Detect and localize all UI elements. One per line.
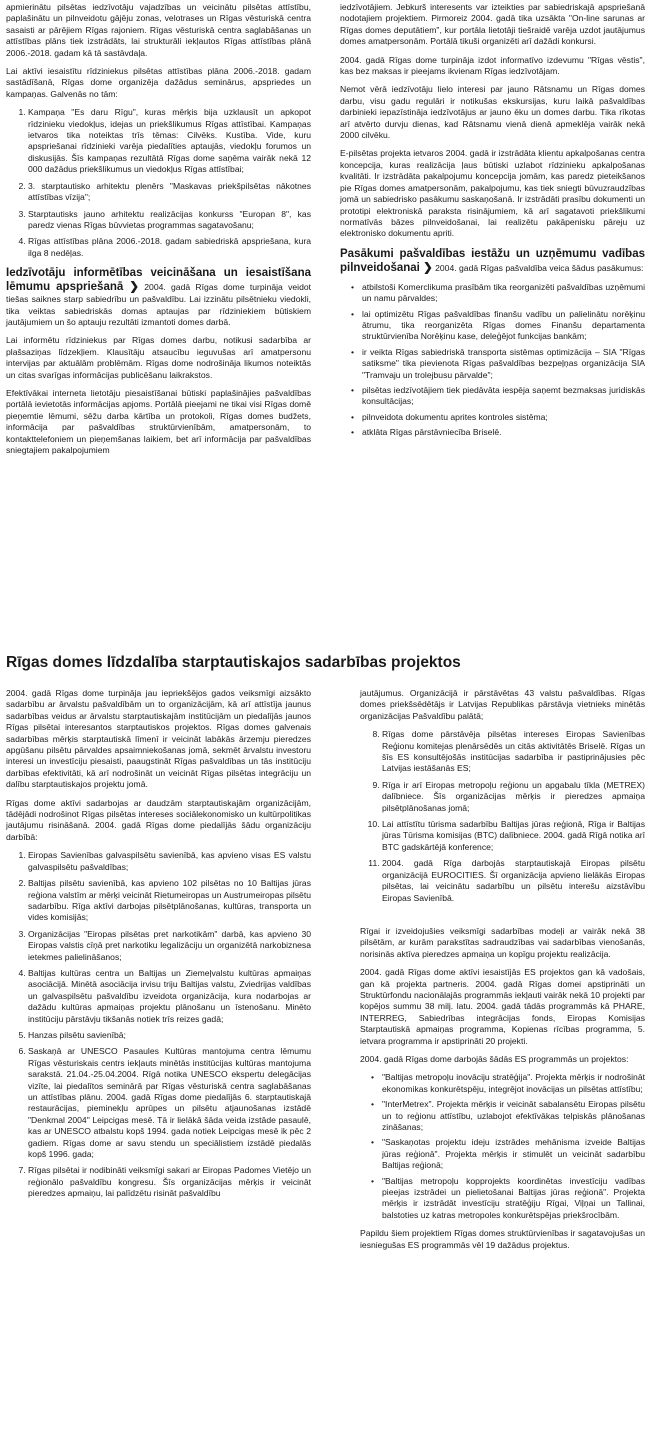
paragraph: jautājumus. Organizācijā ir pārstāvētas 43 valstu pašvaldības. Rīgas domes priekšsēdētājs ir Latvijas Republikas pārstāvja vietnieks minētās organizācijas Pašvaldību palātā; bbox=[360, 688, 645, 721]
paragraph: Lai aktīvi iesaistītu rīdziniekus pilsētas attīstības plāna 2006.-2018. gadam sastādīšanā, Rīgas dome organizēja dažādus seminārus, apspriedes un kampaņas. Galvenās no tām: bbox=[6, 66, 311, 99]
subsection-paragraph bbox=[6, 266, 311, 328]
list-item: • pilnveidota dokumentu aprites kontroles sistēma; bbox=[362, 412, 645, 423]
paragraph: Papildu šiem projektiem Rīgas domes struktūrvienības ir sagatavojušas un iesniegušas ES programmās vēl 19 dažādus projektus. bbox=[360, 1228, 645, 1250]
organizations-list-continued bbox=[360, 729, 645, 904]
list-item: • ir veikta Rīgas sabiedriskā transporta sistēmas optimizācija – SIA "Rīgas satiksme" tika pievienota Rīgas pašvaldības bezpeļņas organizācija SIA "Tramvaju un trolejbusu pārvalde"; bbox=[362, 347, 645, 381]
section-heading: Rīgas domes līdzdalība starptautiskajos sadarbības projektos bbox=[6, 654, 461, 671]
top-left-column bbox=[6, 2, 311, 463]
eu-projects-list bbox=[360, 1072, 645, 1221]
paragraph: Nemot vērā iedzīvotāju lielo interesi par jauno Rātsnamu un Rīgas domes darbu, visu gadu regulāri ir notikušas ekskursijas, kuru laikā pašvaldības darbinieki iepazīstināja iedzīvotājus ar jauno ēku un domes darbu. Tika rīkotas arī atvērto durvju dienas, kad Rātsnamu vienā dienā apmeklēja vairāk nekā 2000 cilvēku. bbox=[340, 84, 645, 141]
list-item: 6. Saskaņā ar UNESCO Pasaules Kultūras mantojuma centra lēmumu Rīgas vēsturiskais centrs iekļauts minētās institūcijas kultūras mantojuma sarakstā. 21.04.-25.04.2004. Rīgā notika UNESCO ekspertu delegācijas vizīte, lai piedalītos seminārā par Rīgas vēsturiskā centra saglabāšanas un attīstības plānu. 2004. gadā Rīgas dome piedalījās 6. starptautiskajā restaurācijas, pieminekļu aprūpes un pilsētu atjaunošanas izstādē "Denkmal 2004" Leipcigas mesē. Tā ir lielākā šāda veida izstāde pasaulē, kas ar UNESCO atbalstu kopš 1994. gada notiek Leipcigas mesē ik pēc 2 gadiem. Rīgas dome ar savu stendu un speciālistiem izstādē piedalās kopš 1996. gada; bbox=[28, 1046, 311, 1160]
subsection-text: 2004. gadā Rīgas pašvaldība veica šādus pasākumus: bbox=[435, 262, 644, 273]
arrow-icon: ❯ bbox=[423, 261, 433, 274]
paragraph: Efektīvākai interneta lietotāju piesaistīšanai būtiski paplašinājies pašvaldības portālā ievietotās informācijas apjoms. Portālā pieejami ne tikai visi Rīgas domē pieņemtie lēmumi, sēžu darba kārtība un protokoli, Rīgas domes budžets, informācija par pašvaldības struktūrvienībām, amatpersonām, to kontakttelefoniem un pieņemšanas laikiem, bet arī informācija par pašvaldības sniegtajiem pakalpojumiem bbox=[6, 387, 311, 455]
list-item: 1. Eiropas Savienības galvaspilsētu savienībā, kas apvieno visas ES valstu galvaspilsētu pašvaldības; bbox=[28, 850, 311, 873]
list-item: 4. Baltijas kultūras centra un Baltijas un Ziemeļvalstu kultūras apmaiņas asociācijā. Minētā asociācija irvisu triju Baltijas valstu, Zviedrijas valdības un galvaspilsētu pašvaldību izveidota organizācija, kura nodarbojas ar dažādu kultūras apmaiņas projektu plānošanu un īstenošanu. Minēto institūciju pārstāvju tikšanās notiek trīs reizes gadā; bbox=[28, 968, 311, 1025]
paragraph: apmierinātu pilsētas iedzīvotāju vajadzības un veicinātu pilsētas attīstību, paplašinātu un pilnveidotu gājēju zonas, velotrases un Rīgas vēsturiskā centra sasaisti ar pārējiem Rīgas rajoniem. Rīgas vēsturiskā centra saglabāšanas un attīstības plāns tiek izstrādāts, lai strukturāli iekļautos Rīgas attīstības plānā 2006.-2018. gadam kā tā sastāvdaļa. bbox=[6, 2, 311, 58]
paragraph: Lai informētu rīdziniekus par Rīgas domes darbu, notikusi sadarbība ar plašsaziņas līdzekļiem. Klausītāju atsaucību ieguvušas arī amatpersonu intervijas par aktuālām problēmām. Rīgas dome nodrošināja likumos noteiktās un citas svarīgas informācijas publicēšanu laikrakstos. bbox=[6, 335, 311, 380]
organizations-list bbox=[6, 850, 311, 1199]
subsection-text: 2004. gadā Rīgas dome turpināja veidot tiešas saiknes starp sabiedrību un pašvaldību. Lai izzinātu pilsētnieku viedokli, tika veiktas sabiedriskās domas aptaujas par rīdziniekiem būtiskiem jautājumiem un šo aptauju rezultāti izmantoti domes darbā. bbox=[6, 282, 312, 327]
list-item: 2. 3. starptautisko arhitektu plenērs "Maskavas priekšpilsētas nākotnes attīstības vīzija"; bbox=[28, 181, 311, 204]
paragraph: 2004. gadā Rīgas dome darbojās šādās ES programmās un projektos: bbox=[360, 1053, 629, 1064]
list-item: • "Baltijas metropoļu inovāciju stratēģija". Projekta mērķis ir nodrošināt ekonomikas konkurētspēju, integrējot inovācijas un pilsētas attīstību; bbox=[382, 1072, 645, 1095]
paragraph: 2004. gadā Rīgas dome turpināja jau iepriekšējos gados veiksmīgi aizsākto sadarbību ar ārvalstu pašvaldībām un to organizācijām, kā arī attīstīja jaunus sadarbības veidus ar ārvalstu starptautiskajām institūcijām un piedalījās jaunos Rīgas pilsētai interesantos starptautiskos projektos. Rīgas domes galvenais sadarbības mērķis starptautiskā līmenī ir veicināt labākās ārzemju pieredzes apgūšanu pilsētu pārvaldes apsaimniekošanas jomā, sekmēt ārvalstu investoru interesi un investīciju piesaisti, paaugstināt Rīgas pašvaldības un tās institūciju darbības efektivitāti, kā arī nodrošināt un veicināt Rīgas pilsētas integrāciju un dalību starptautiskajos projektu jomā. bbox=[6, 688, 311, 790]
paragraph: 2004. gadā Rīgas dome aktīvi iesaistījās ES projektos gan kā vadošais, gan kā projekta partneris. 2004. gadā Rīgas domei apstiprināti un Struktūrfondu nacionālajās programmās iekļauti vairāk nekā 10 projekti par kopējos summu 38 milj. latu. 2004. gadā tādās programmās kā PHARE, INTERREG, Sabiedrības integrācijas fonds, Eiropas Komisijas Starptautiskā apmaiņas programma, Kopienas rīcības programma, 5. ietvara programma ir apstiprināti 20 projekti. bbox=[360, 967, 645, 1046]
list-item: 2. Baltijas pilsētu savienībā, kas apvieno 102 pilsētas no 10 Baltijas jūras reģiona valstīm ar mērķi veicināt Rietumeiropas un Austrumeiropas pilsētu sadarbību. Rīga aktīvi darbojas pilsētplānošanas, kultūras, transporta un vides komisijās; bbox=[28, 878, 311, 924]
arrow-icon: ❯ bbox=[129, 281, 139, 294]
list-item: 4. Rīgas attīstības plāna 2006.-2018. gadam sabiedriskā apspriešana, kura ilga 8 nedēļas. bbox=[28, 236, 311, 259]
list-item: • pilsētas iedzīvotājiem tiek piedāvāta iespēja saņemt bezmaksas juridiskās konsultācijas; bbox=[362, 385, 645, 408]
top-right-column bbox=[340, 2, 645, 446]
list-item: • lai optimizētu Rīgas pašvaldības finanšu vadību un palielinātu norēķinu ātrumu, tika reorganizēta Rīgas domes Finanšu departamenta struktūrvienība Norēķinu kase, deleģējot funkcijas bankām; bbox=[362, 309, 645, 343]
paragraph: Rīgai ir izveidojušies veiksmīgi sadarbības modeļi ar vairāk nekā 38 pilsētām, ar kurām parakstītas sadraudzības vai sadarbības vienošanās, norisinās aktīva pieredzes apmaiņa un kopīgu projektu realizācija. bbox=[360, 925, 645, 959]
subsection-heading: Iedzīvotāju informētības veicināšana un iesaistīšana lēmumu apspriešanā ❯ bbox=[6, 267, 311, 294]
list-item: 3. Starptautisks jauno arhitektu realizācijas konkurss "Europan 8", kas paredz vienas Rīgas būvvietas programmas sagatavošanu; bbox=[28, 209, 311, 232]
subsection-paragraph bbox=[340, 247, 645, 275]
list-item: • "Saskaņotas projektu ideju izstrādes mehānisma izveide Baltijas jūras reģionā". Projekta mērķis ir stimulēt un veicināt sadarbību Baltijas reģionā; bbox=[382, 1137, 645, 1171]
list-item: 8. Rīgas dome pārstāvēja pilsētas intereses Eiropas Savienības Reģionu komitejas plenārsēdēs un citās aktivitātēs Briselē. Rīgas un šīs ES konsultējošās institūcijas sadarbība ir pastiprinājusies pēc Latvijas iestāšanās ES; bbox=[382, 729, 645, 775]
bottom-left-column bbox=[6, 688, 311, 1207]
list-item: 7. Rīgas pilsētai ir nodibināti veiksmīgi sakari ar Eiropas Padomes Vietējo un reģionālo pašvaldību kongresu. Šīs organizācijas mērķis ir veicināt pieredzes apmaiņu, lai palīdzētu risināt pašvaldību bbox=[28, 1165, 311, 1199]
bottom-right-column bbox=[360, 688, 645, 1258]
paragraph: E-pilsētas projekta ietvaros 2004. gadā ir izstrādāta klientu apkalpošanas centra koncepcija, kuras realizācija ļaus būtiski uzlabot rīdzinieku apkalpošanas kvalitāti. Ir izstrādāta pakalpojumu koncepcija jomām, kas paredz pieteikšanos pie Rīgas domes amatpersonām, pakalpojumu, kas tiek sniegti būvuzraudzības jomā un sabiedrisko pasākumu saskaņošanā. Ir izstrādāti prasību dokumenti un prototipi elektroniskā paraksta risinājumiem, kā arī sagatavoti priekšlikumi normatīvās bāzes pilnveidošanai, lai realizētu pakāpenisku pāreju uz elektronisko dokumentu apriti. bbox=[340, 148, 645, 239]
list-item: • "Baltijas metropoļu kopprojekts koordinētas investīciju vadības pieejas izstrādei un pielietošanai Baltijas jūras reģionā". Projekta mērķis ir izstrādāt investīciju stratēģiju Rīgai, Viļņai un Tallinai, balstoties uz katras metropoles konkurētspējas priekšrocībām. bbox=[382, 1176, 645, 1222]
list-item: • atbilstoši Komerclikuma prasībām tika reorganizēti pašvaldības uzņēmumi un namu pārvaldes; bbox=[362, 282, 645, 305]
list-item: 1. Kampaņa "Es daru Rīgu", kuras mērķis bija uzklausīt un apkopot rīdzinieku viedokļus, idejas un priekšlikumus Rīgas attīstībai. Kampaņas ietvaros tika noteiktas trīs tēmas: Cilvēks. Kustība. Vide, kuru apspriešanai rīdzinieki varēja piedalīties aptaujās, viedokļu forumos un diskusijās. Šīs kampaņas rezultātā Rīgas dome saņēma vairāk nekā 12 000 dažādus priekšlikumus un viedokļus Rīgas attīstībai; bbox=[28, 107, 311, 175]
paragraph: iedzīvotājiem. Jebkurš interesents var izteikties par sabiedriskajā apspriešanā nodotajiem projektiem. Pirmoreiz 2004. gadā tika uzsākta "On-line sarunas ar Rīgas domes deputātiem", kur portāla lietotāji tiešraidē varēja uzdot jautājumus domes amatpersonām. Portālā tikuši organizēti arī dažādi konkursi. bbox=[340, 2, 645, 47]
list-item: 5. Hanzas pilsētu savienībā; bbox=[28, 1030, 311, 1041]
measures-list bbox=[340, 282, 645, 439]
list-item: 11. 2004. gadā Rīga darbojās starptautiskajā Eiropas pilsētu organizācijā EUROCITIES. Šī organizācija apvieno lielākās Eiropas pilsētas, lai veicinātu sadarbību un pilsētu interešu aizstāvību Eiropas Savienībā. bbox=[382, 858, 645, 904]
paragraph: 2004. gadā Rīgas dome turpināja izdot informatīvo izdevumu "Rīgas vēstis", kas bez maksas ir pieejams ikvienam Rīgas iedzīvotājam. bbox=[340, 54, 645, 77]
list-item: 3. Organizācijas "Eiropas pilsētas pret narkotikām" darbā, kas apvieno 30 Eiropas valstis cīņā pret narkotiku legalizāciju un organizētā narkobiznesa ietekmes palielināšanos; bbox=[28, 929, 311, 963]
list-item: 9. Rīga ir arī Eiropas metropoļu reģionu un apgabalu tīkla (METREX) dalībniece. Šīs organizācijas mērķis ir pieredzes apmaiņa pilsētplānošanas jomā; bbox=[382, 780, 645, 814]
campaign-list bbox=[6, 107, 311, 259]
list-item: • "InterMetrex". Projekta mērķis ir veicināt sabalansētu Eiropas pilsētu un to reģionu attīstību, uzlabojot efektīvākas telpiskās plānošanas zināšanas; bbox=[382, 1099, 645, 1133]
paragraph: Rīgas dome aktīvi sadarbojas ar daudzām starptautiskajām organizācijām, tādējādi nodrošinot Rīgas pilsētas intereses sociālekonomisko un kultūrpolitikas jautājumu risināšanā. 2004. gadā Rīgas dome piedalījās šādu organizāciju darbībā: bbox=[6, 797, 311, 842]
list-item: • atklāta Rīgas pārstāvniecība Briselē. bbox=[362, 427, 645, 438]
subsection-heading: Pasākumi pašvaldības iestāžu un uzņēmumu vadības pilnveidošanai ❯ bbox=[340, 247, 645, 274]
list-item: 10. Lai attīstītu tūrisma sadarbību Baltijas jūras reģionā, Rīga ir Baltijas jūras Tūrisma komisijas (BTC) dalībniece. 2004. gadā Rīgā notika arī BTC gadskārtējā konference; bbox=[382, 819, 645, 853]
